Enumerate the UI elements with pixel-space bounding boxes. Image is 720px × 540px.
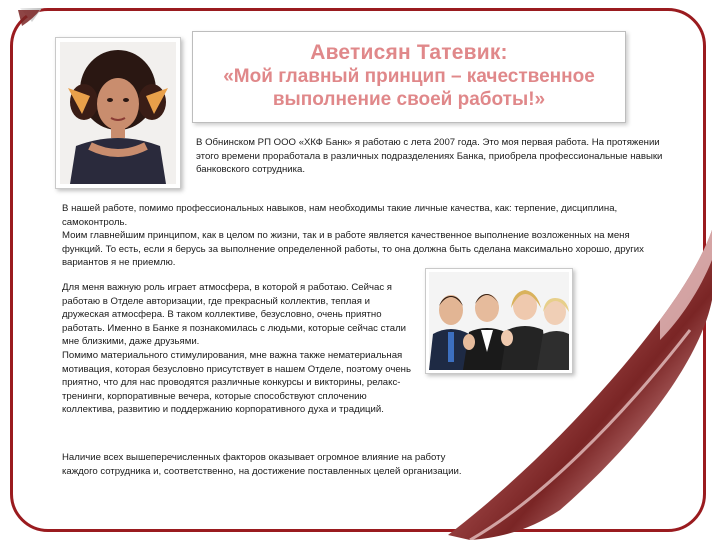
intro-paragraph: В Обнинском РП ООО «ХКФ Банк» я работаю с лета 2007 года. Это моя первая работа. На протяжении этого времени проработала в различных подразделениях Банка, приобрела профессиональные навыки банковского сотрудника.	[196, 137, 663, 176]
page-title: Аветисян Татевик:	[310, 41, 508, 64]
team-photo	[429, 272, 569, 370]
portrait-photo	[60, 42, 176, 184]
atmosphere-paragraph: Для меня важную роль играет атмосфера, в которой я работаю. Сейчас я работаю в Отделе авторизации, где прекрасный коллектив, теплая и дружеская атмосфера. В таком коллективе, безусловно, очень приятно работать. Именно в Банке я познакомилась с людьми, которые сейчас стали мне близкими, даже друзьями. Помимо материального стимулирования, мне важна также нематериальная мотивация, которая безусловно присутствует в нашем Отделе, поэтому очень приятно, что для нас проводятся различные конкурсы и викторины, релакс-тренинги, корпоративные вечера, которые способствуют сплочению коллектива, развитию и поддержанию корпоративного духа и традиций.	[62, 282, 411, 416]
title-box	[192, 31, 626, 123]
conclusion-paragraph: Наличие всех вышеперечисленных факторов оказывает огромное влияние на работу каждого сотрудника и, соответственно, на достижение поставленных целей организации.	[62, 452, 462, 477]
portrait-photo-frame	[55, 37, 181, 189]
motto-line-2: выполнение своей работы!»	[272, 89, 546, 110]
qualities-paragraph: В нашей работе, помимо профессиональных навыков, нам необходимы такие личные качества, как: терпение, дисциплина, самоконтроль. Моим главнейшим принципом, как в целом по жизни, так и в работе является качественное выполнение возложенных на меня функций. То есть, если я берусь за выполнение определенной работы, то она должна быть сделана максимально хорошо, других вариантов я не приемлю.	[62, 203, 644, 269]
motto-line-1: «Мой главный принцип – качественное	[223, 66, 595, 87]
team-photo-frame	[425, 268, 573, 374]
